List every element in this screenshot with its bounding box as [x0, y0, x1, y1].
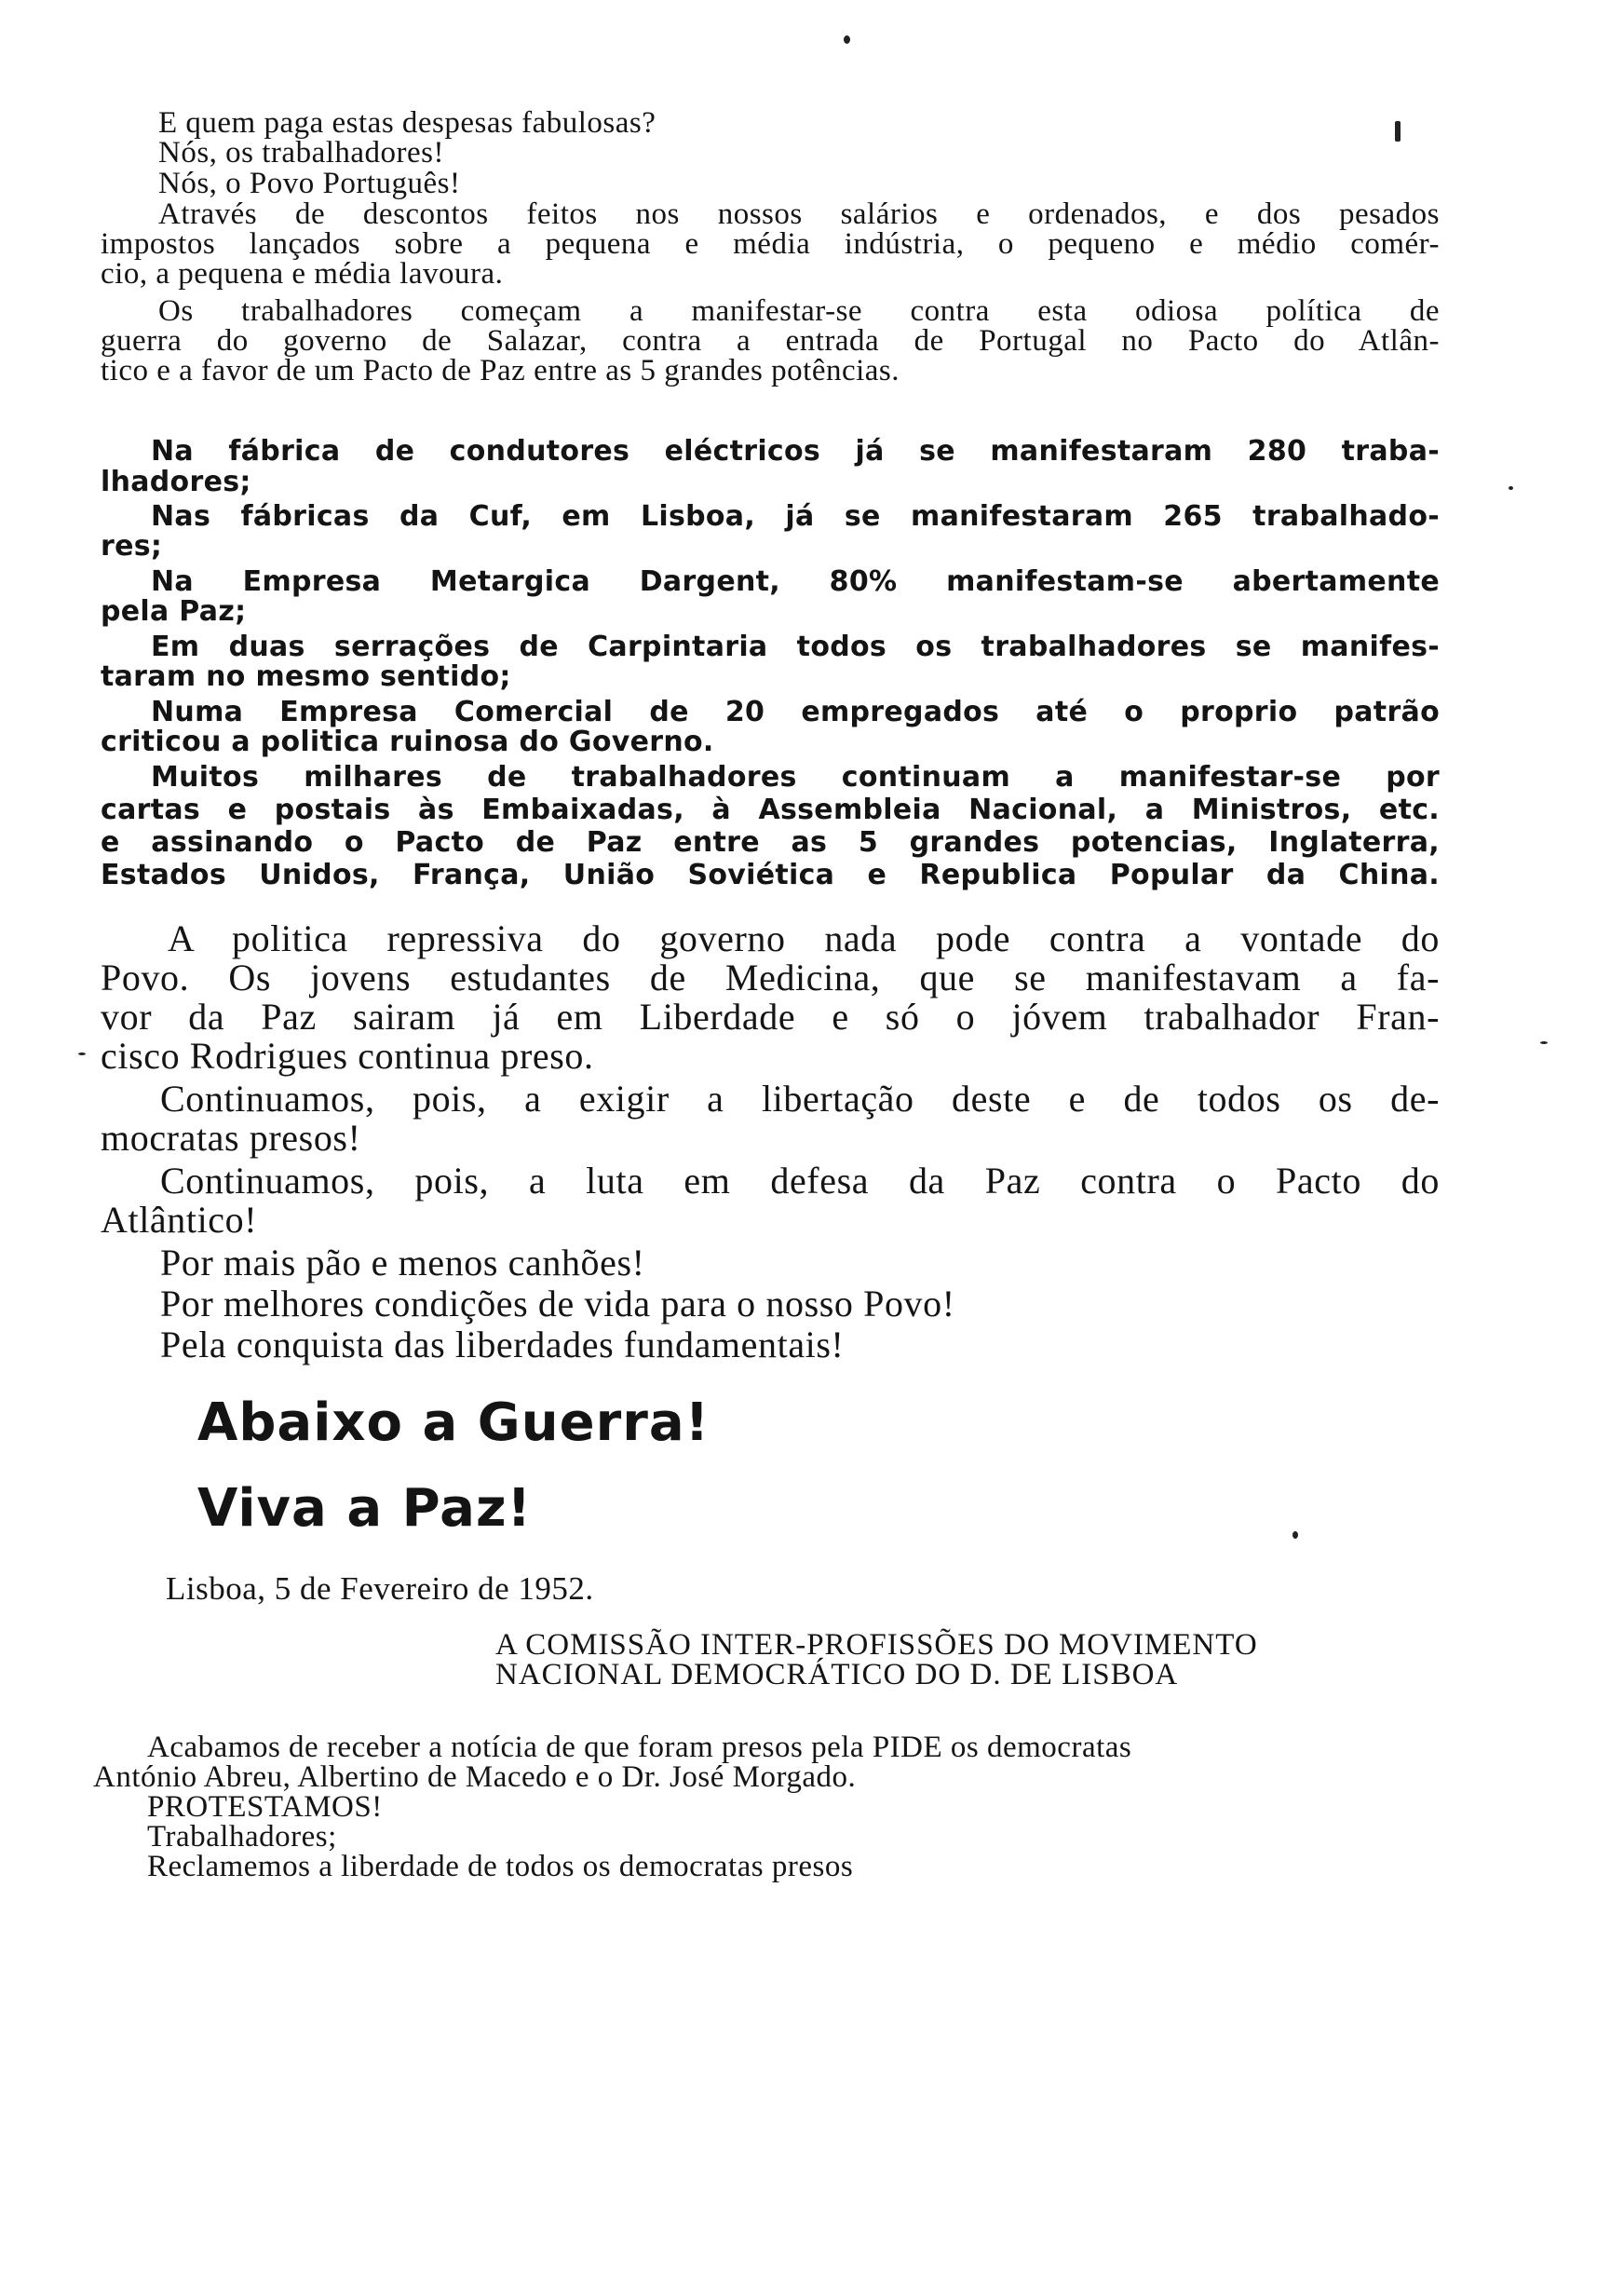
postscript-line: Reclamemos a liberdade de todos os democratas presos	[147, 1850, 854, 1883]
bold-line: Numa Empresa Comercial de 20 empregados até o proprio patrão	[151, 696, 1440, 728]
print-speck	[1509, 486, 1513, 490]
bold-line: Muitos milhares de trabalhadores continuam a manifestar-se por	[151, 761, 1440, 794]
body-line: A politica repressiva do governo nada pode contra a vontade do	[168, 917, 1440, 959]
body-line: Continuamos, pois, a exigir a libertação deste e de todos os de-	[160, 1078, 1440, 1120]
bold-line: Na fábrica de condutores eléctricos já se manifestaram 280 traba-	[151, 435, 1440, 468]
bold-line: pela Paz;	[101, 595, 247, 628]
bold-line: criticou a politica ruinosa do Governo.	[101, 726, 714, 758]
postscript-line: Trabalhadores;	[147, 1820, 337, 1854]
intro-line: E quem paga estas despesas fabulosas?	[158, 106, 656, 140]
dateline: Lisboa, 5 de Fevereiro de 1952.	[166, 1570, 594, 1607]
body-line: Atlântico!	[101, 1199, 258, 1241]
para1-line: impostos lançados sobre a pequena e média indústria, o pequeno e médio comér-	[101, 227, 1440, 261]
signature-line: A COMISSÃO INTER-PROFISSÕES DO MOVIMENTO	[495, 1628, 1258, 1662]
bold-line: cartas e postais às Embaixadas, à Assembleia Nacional, a Ministros, etc.	[101, 794, 1440, 826]
intro-line: Nós, os trabalhadores!	[158, 136, 445, 170]
bold-line: e assinando o Pacto de Paz entre as 5 grandes potencias, Inglaterra,	[101, 826, 1440, 859]
slogan-abaixo: Abaixo a Guerra!	[197, 1392, 710, 1453]
body-line: cisco Rodrigues continua preso.	[101, 1035, 594, 1077]
slogan-viva: Viva a Paz!	[197, 1478, 533, 1539]
body-line: Povo. Os jovens estudantes de Medicina, que se manifestavam a fa-	[101, 957, 1440, 998]
para2-line: guerra do governo de Salazar, contra a entrada de Portugal no Pacto do Atlân-	[101, 324, 1440, 358]
bold-line: taram no mesmo sentido;	[101, 660, 511, 693]
print-speck	[1292, 1531, 1298, 1539]
bold-line: Na Empresa Metargica Dargent, 80% manifestam-se abertamente	[151, 565, 1440, 598]
bold-line: lhadores;	[101, 466, 251, 498]
body-line: vor da Paz sairam já em Liberdade e só o jóvem trabalhador Fran-	[101, 996, 1440, 1038]
bold-line: Nas fábricas da Cuf, em Lisboa, já se manifestaram 265 trabalhado-	[151, 500, 1440, 533]
para1-line: Através de descontos feitos nos nossos salários e ordenados, e dos pesados	[158, 197, 1440, 231]
para2-line: Os trabalhadores começam a manifestar-se contra esta odiosa política de	[158, 294, 1440, 328]
signature-line: NACIONAL DEMOCRÁTICO DO D. DE LISBOA	[495, 1658, 1179, 1691]
body-line: Continuamos, pois, a luta em defesa da Paz contra o Pacto do	[160, 1160, 1440, 1202]
postscript-line: Acabamos de receber a notícia de que foram presos pela PIDE os democratas	[147, 1731, 1132, 1764]
print-speck	[1540, 1041, 1548, 1044]
print-speck	[1395, 121, 1401, 142]
para2-line: tico e a favor de um Pacto de Paz entre as 5 grandes potências.	[101, 354, 900, 387]
para1-line: cio, a pequena e média lavoura.	[101, 257, 504, 291]
print-speck	[844, 35, 850, 44]
postscript-line: PROTESTAMOS!	[147, 1790, 383, 1824]
bold-line: Em duas serrações de Carpintaria todos os trabalhadores se manifes-	[151, 631, 1440, 663]
bold-line: res;	[101, 530, 163, 563]
body-line: mocratas presos!	[101, 1117, 361, 1159]
body-line: Pela conquista das liberdades fundamentais!	[160, 1324, 845, 1365]
bold-line: Estados Unidos, França, União Soviética e Republica Popular da China.	[101, 859, 1440, 891]
postscript-line: António Abreu, Albertino de Macedo e o Dr. José Morgado.	[93, 1760, 857, 1794]
body-line: Por melhores condições de vida para o nosso Povo!	[160, 1283, 955, 1324]
body-line: Por mais pão e menos canhões!	[160, 1242, 645, 1283]
print-speck	[78, 1052, 86, 1055]
intro-line: Nós, o Povo Português!	[158, 167, 461, 200]
